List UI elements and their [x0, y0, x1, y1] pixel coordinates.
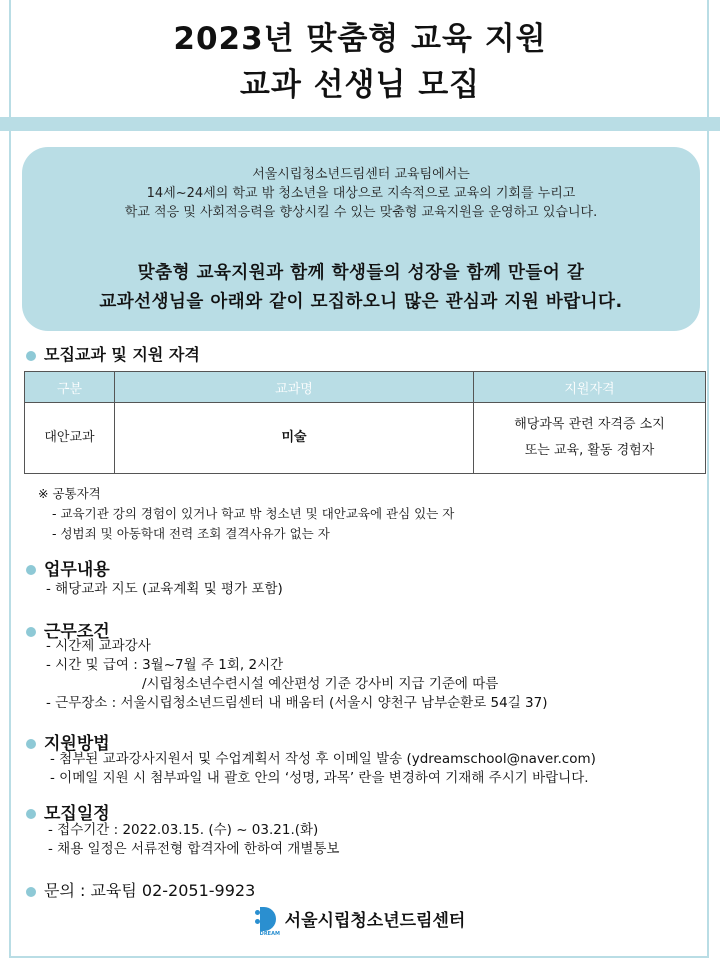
- intro-line: 학교 적응 및 사회적응력을 향상시킬 수 있는 맞춤형 교육지원을 운영하고 있습니다.: [124, 205, 598, 220]
- schedule-item: - 채용 일정은 서류전형 합격자에 한하여 개별통보: [48, 841, 340, 857]
- intro-line: 서울시립청소년드림센터 교육팀에서는: [252, 167, 470, 182]
- divider-band: [0, 117, 720, 131]
- duty-item: - 해당교과 지도 (교육계획 및 평가 포함): [46, 581, 283, 597]
- conditions-list: [46, 637, 548, 713]
- section-title: 지원방법: [44, 734, 110, 754]
- section-recruit-heading: [26, 342, 200, 365]
- logo-subtext: DREAM: [259, 931, 280, 937]
- table-header: 지원자격: [474, 372, 706, 403]
- footer-logo: [0, 906, 720, 935]
- section-title: 업무내용: [44, 560, 110, 580]
- apply-item: - 첨부된 교과강사지원서 및 수업계획서 작성 후 이메일 발송 (ydreamschool@naver.com): [50, 751, 596, 767]
- condition-item: - 근무장소 : 서울시립청소년드림센터 내 배움터 (서울시 양천구 남부순환로 54길 37): [46, 695, 548, 711]
- duty-list: [46, 580, 283, 599]
- apply-list: [50, 750, 596, 788]
- section-duty-heading: [26, 555, 110, 580]
- org-name: 서울시립청소년드림센터: [284, 911, 466, 931]
- condition-item: - 시간 및 급여 : 3월~7월 주 1회, 2시간: [46, 657, 284, 673]
- section-title: 근무조건: [44, 622, 110, 642]
- table-row: [25, 403, 706, 474]
- bullet-icon: [26, 351, 36, 361]
- qualification-line: 해당과목 관련 자격증 소지: [514, 417, 665, 432]
- emphasis-line: 맞춤형 교육지원과 함께 학생들의 성장을 함께 만들어 갈: [137, 263, 585, 283]
- intro-box: [22, 147, 700, 331]
- schedule-list: [48, 821, 339, 859]
- page-title: [0, 16, 720, 108]
- schedule-item: - 접수기간 : 2022.03.15. (수) ~ 03.21.(화): [48, 822, 319, 838]
- table-header-row: [25, 372, 706, 403]
- bullet-icon: [26, 627, 36, 637]
- common-item: - 성범죄 및 아동학대 전력 조회 결격사유가 없는 자: [52, 526, 330, 541]
- title-line-2: 교과 선생님 모집: [239, 67, 481, 103]
- table-cell-qualification: [474, 403, 706, 474]
- page-frame: [9, 0, 709, 958]
- bullet-icon: [26, 809, 36, 819]
- bullet-icon: [26, 739, 36, 749]
- title-line-1: 2023년 맞춤형 교육 지원: [173, 21, 547, 57]
- dream-logo-icon: [255, 907, 281, 935]
- qualification-line: 또는 교육, 활동 경험자: [524, 443, 655, 458]
- bullet-icon: [26, 565, 36, 575]
- contact-line: [26, 878, 255, 901]
- condition-item: - 시간제 교과강사: [46, 638, 151, 654]
- table-header: 교과명: [115, 372, 474, 403]
- common-item: - 교육기관 강의 경험이 있거나 학교 밖 청소년 및 대안교육에 관심 있는 자: [52, 506, 455, 521]
- table-cell-category: 대안교과: [25, 403, 115, 474]
- common-qualifications: [38, 484, 454, 544]
- section-title: 모집교과 및 지원 자격: [44, 345, 200, 364]
- intro-line: 14세~24세의 학교 밖 청소년을 대상으로 지속적으로 교육의 기회를 누리고: [146, 186, 576, 201]
- bullet-icon: [26, 887, 36, 897]
- apply-item: - 이메일 지원 시 첨부파일 내 괄호 안의 ‘성명, 과목’ 란을 변경하여 기재해 주시기 바랍니다.: [50, 770, 589, 786]
- intro-emphasis: [22, 259, 700, 317]
- intro-text: [22, 165, 700, 222]
- emphasis-line: 교과선생님을 아래와 같이 모집하오니 많은 관심과 지원 바랍니다.: [99, 292, 623, 312]
- contact-text: 문의 : 교육팀 02-2051-9923: [44, 881, 256, 900]
- recruit-table: [24, 371, 706, 474]
- condition-item: /시립청소년수련시설 예산편성 기준 강사비 지급 기준에 따름: [142, 676, 499, 692]
- common-heading: ※ 공통자격: [38, 486, 101, 501]
- table-header: 구분: [25, 372, 115, 403]
- section-title: 모집일정: [44, 804, 110, 824]
- table-cell-subject: 미술: [115, 403, 474, 474]
